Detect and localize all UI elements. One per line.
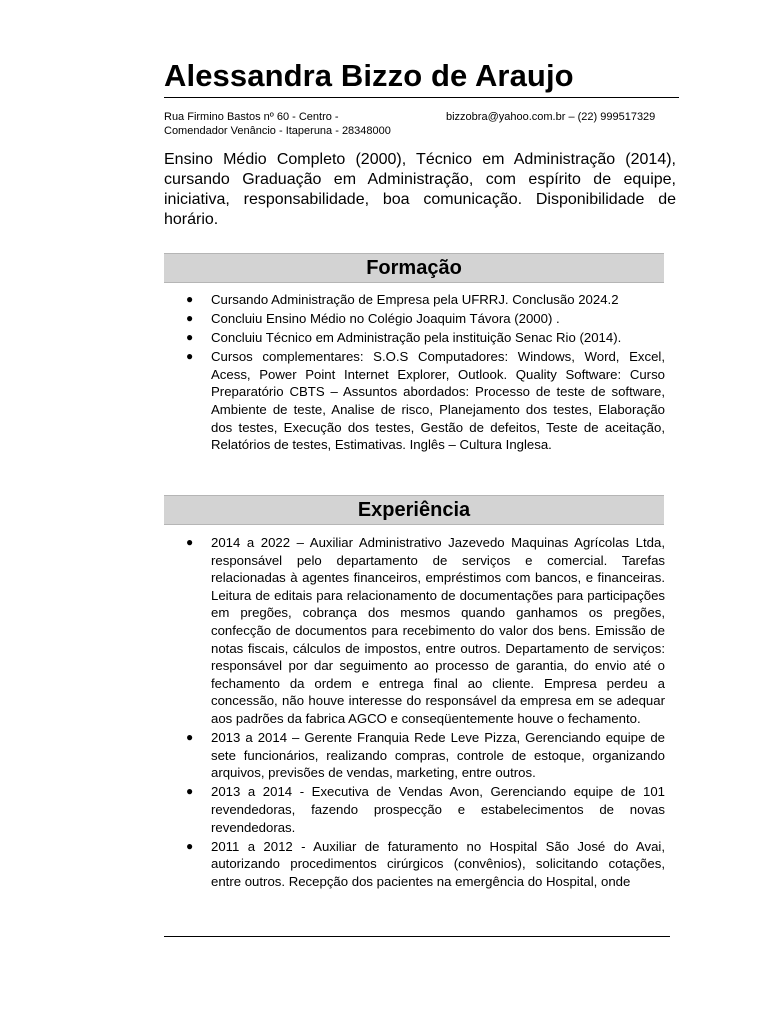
- list-item-text: 2013 a 2014 – Gerente Franquia Rede Leve Pizza, Gerenciando equipe de sete funcionários, realizando compras, controle de estoque, organizando arquivos, previsões de vendas, marketing, entre outros.: [211, 730, 665, 781]
- list-item-text: 2011 a 2012 - Auxiliar de faturamento no Hospital São José do Avai, autorizando procedimentos cirúrgicos (convênios), solicitando cotações, entre outros. Recepção dos pacientes na emergência do Hospital, onde: [211, 838, 665, 889]
- list-item: [182, 291, 665, 309]
- address-line-2: Comendador Venâncio - Itaperuna - 28348000: [164, 125, 391, 137]
- candidate-name: Alessandra Bizzo de Araujo: [164, 58, 574, 93]
- bullet-icon: ●: [186, 292, 194, 306]
- bullet-icon: ●: [186, 349, 194, 364]
- list-item-text: 2014 a 2022 – Auxiliar Administrativo Jazevedo Maquinas Agrícolas Ltda, responsável pelo departamento de serviços e comercial. Tarefas relacionadas à agentes financeiros, empréstimos com bancos, e financeiras. Leitura de editais para relacionamento de documentações para participações em pregões, cobrança dos mesmos quando ganhamos os pregões, confecção de documentos para recebimento do valor dos bens. Emissão de notas fiscais, cálculos de impostos, entre outros. Departamento de serviços: responsável por dar seguimento ao processo de garantia, do envio até o fechamento da ordem e entrega final ao cliente. Empresa perdeu a concessão, não houve interesse do responsável da empresa em se adequar aos padrões da fabrica AGCO e conseqüentemente houve o fechamento.: [211, 535, 665, 726]
- list-item-text: 2013 a 2014 - Executiva de Vendas Avon, Gerenciando equipe de 101 revendedoras, fazendo prospecção e estabelecimentos de novas revendedoras.: [211, 784, 665, 835]
- section-title-experiencia: Experiência: [164, 495, 664, 525]
- address: [164, 110, 391, 138]
- profile-summary: Ensino Médio Completo (2000), Técnico em Administração (2014), cursando Graduação em Administração, com espírito de equipe, iniciativa, responsabilidade, boa comunicação. Disponibilidade de horário.: [164, 151, 676, 228]
- list-item: [182, 534, 665, 728]
- bullet-icon: ●: [186, 838, 194, 853]
- list-item: [182, 310, 665, 328]
- bullet-icon: ●: [186, 784, 194, 799]
- list-item-text: Cursos complementares: S.O.S Computadores: Windows, Word, Excel, Acess, Power Point Internet Explorer, Outlook. Quality Software: Curso Preparatório CBTS – Assuntos abordados: Processo de teste de software, Ambiente de teste, Analise de risco, Planejamento dos testes, Elaboração dos testes, Execução dos testes, Gestão de defeitos, Teste de aceitação, Relatórios de testes, Estimativas. Inglês – Cultura Inglesa.: [211, 349, 665, 453]
- address-line-1: Rua Firmino Bastos nº 60 - Centro -: [164, 111, 339, 123]
- section-title-formacao: Formação: [164, 253, 664, 283]
- bullet-icon: ●: [186, 311, 194, 326]
- experiencia-list: [182, 534, 665, 892]
- page-footer-rule: [164, 936, 670, 937]
- list-item-text: Concluiu Técnico em Administração pela instituição Senac Rio (2014).: [211, 330, 622, 346]
- name-divider: [164, 97, 679, 98]
- list-item: [182, 329, 665, 347]
- list-item: [182, 729, 665, 782]
- list-item: [182, 838, 665, 891]
- list-item-text: Cursando Administração de Empresa pela UFRRJ. Conclusão 2024.2: [211, 292, 619, 307]
- list-item: [182, 348, 665, 454]
- formacao-list: [182, 291, 665, 455]
- bullet-icon: ●: [186, 330, 194, 345]
- contact-info: bizzobra@yahoo.com.br – (22) 999517329: [446, 111, 656, 123]
- bullet-icon: ●: [186, 730, 194, 745]
- list-item-text: Concluiu Ensino Médio no Colégio Joaquim Távora (2000) .: [211, 311, 560, 327]
- bullet-icon: ●: [186, 535, 194, 549]
- list-item: [182, 783, 665, 836]
